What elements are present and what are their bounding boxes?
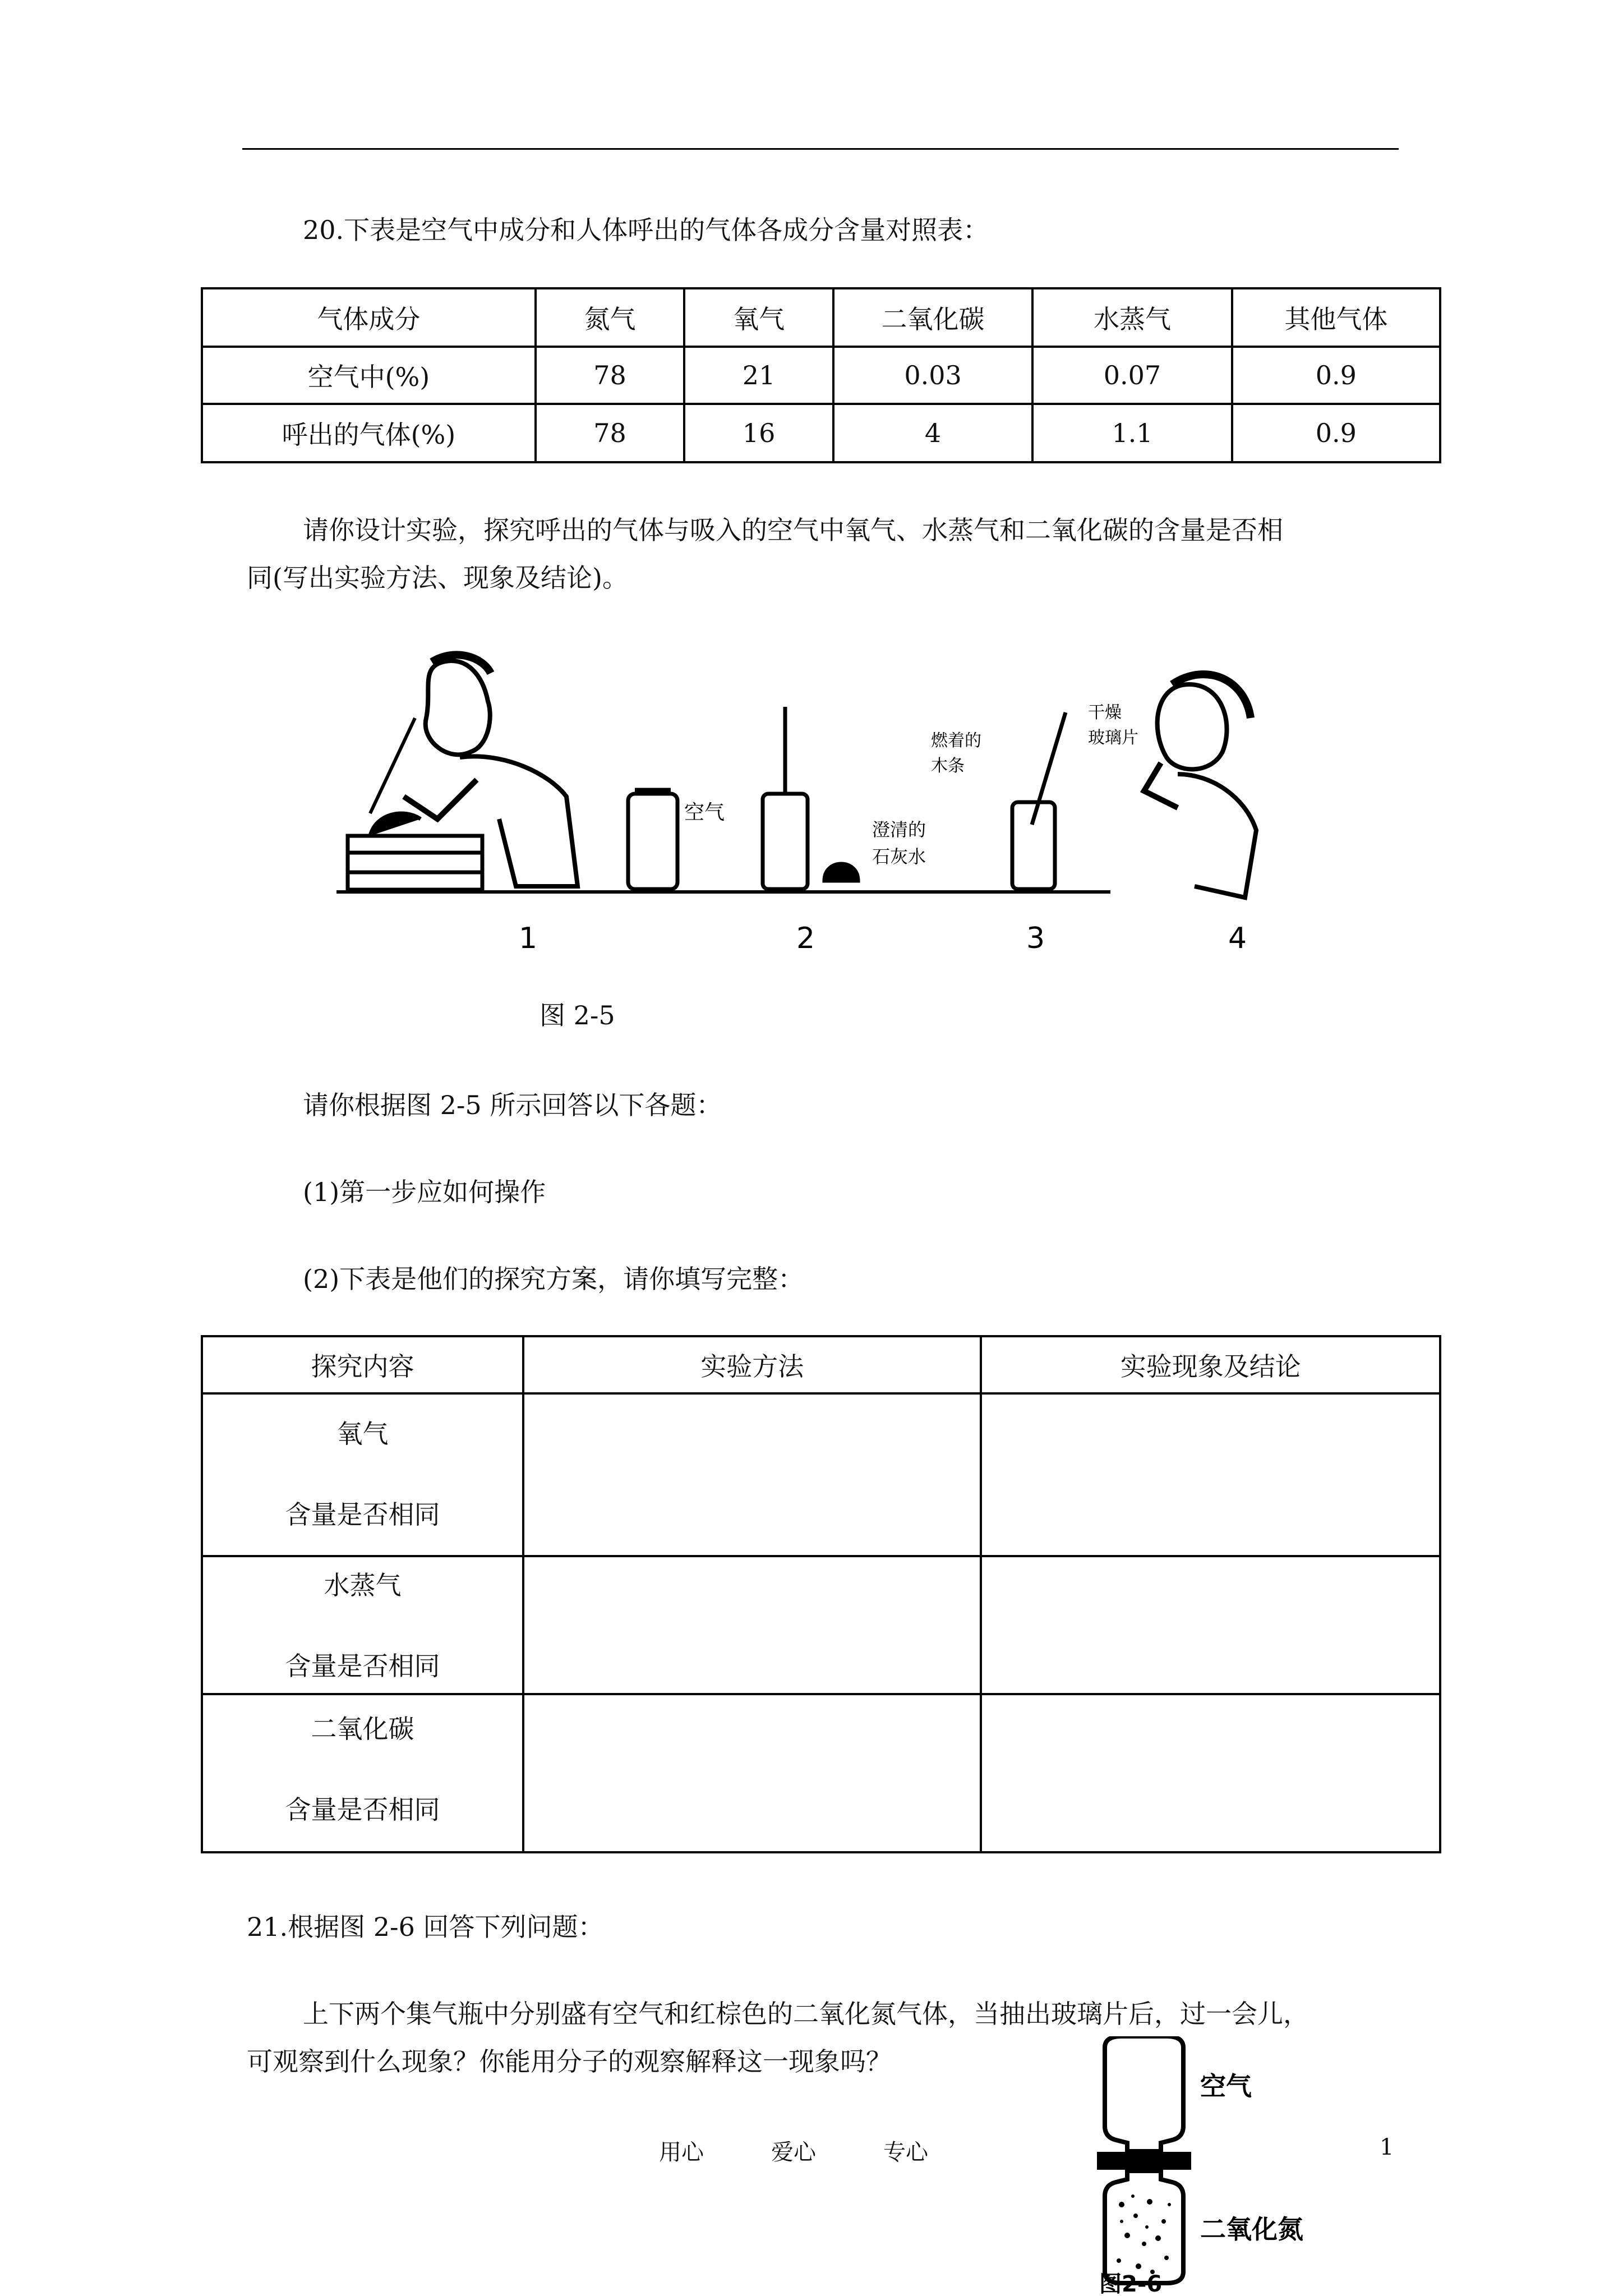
figure-label-glass-1: 干燥 [1088,703,1122,723]
plan-item-name: 水蒸气 [324,1570,402,1600]
plan-result-cell[interactable] [981,1694,1440,1852]
header-rule [242,148,1399,150]
figure-2-6-caption: 图2-6 [1099,2271,1163,2296]
table-header-cell: 水蒸气 [1032,288,1232,347]
table-cell: 1.1 [1032,404,1232,462]
gas-particles-icon [1117,2194,1171,2274]
table-cell: 呼出的气体(%) [202,404,536,462]
table-cell: 16 [684,404,833,462]
table-row [202,404,1440,462]
glass-plate-icon [1099,2154,1189,2161]
table-row [202,1393,1440,1556]
figure-label-limewater-2: 石灰水 [872,846,926,867]
figure-label-splint-1: 燃着的 [931,731,981,751]
table-header-cell: 二氧化碳 [833,288,1032,347]
step-number-3: 3 [1026,922,1045,955]
plan-item-suffix: 含量是否相同 [285,1795,440,1825]
gas-composition-table [201,287,1441,463]
plan-method-cell[interactable] [523,1556,981,1694]
table-cell: 0.9 [1232,347,1440,404]
glass-plate-icon [1099,2163,1189,2168]
q21-line1: 上下两个集气瓶中分别盛有空气和红棕色的二氧化氮气体，当抽出玻璃片后，过一会儿， [303,1999,1309,2029]
plan-method-cell[interactable] [523,1694,981,1852]
table-cell: 0.03 [833,347,1032,404]
q20-task-line1: 请你设计实验，探究呼出的气体与吸入的空气中氧气、水蒸气和二氧化碳的含量是否相 [303,515,1283,545]
table-cell: 78 [536,347,685,404]
figure-2-5 [336,651,1301,965]
table-cell: 0.07 [1032,347,1232,404]
limewater-jar-icon [763,707,926,889]
figure-label-air-top: 空气 [1200,2071,1252,2101]
figure-label-splint-2: 木条 [931,756,965,776]
footer-item: 专心 [883,2139,928,2165]
top-gas-jar-icon [1105,2036,1183,2151]
footer-item: 爱心 [771,2139,816,2165]
experiment-illustration [336,651,1301,965]
figure-label-air: 空气 [684,801,725,824]
plan-item-name: 氧气 [336,1419,389,1449]
table-cell: 4 [833,404,1032,462]
figure-label-no2-bottom: 二氧化氮 [1200,2214,1303,2244]
table-header-cell: 探究内容 [202,1336,523,1393]
plan-result-cell[interactable] [981,1393,1440,1556]
plan-item-cell [202,1556,523,1694]
table-cell: 空气中(%) [202,347,536,404]
table-cell: 78 [536,404,685,462]
figure-2-5-caption: 图 2-5 [540,1000,615,1030]
step-number-2: 2 [796,922,815,955]
plan-item-name: 二氧化碳 [311,1714,414,1744]
inquiry-plan-table [201,1335,1441,1853]
plan-item-suffix: 含量是否相同 [285,1651,440,1681]
step-number-1: 1 [519,922,538,955]
plan-item-suffix: 含量是否相同 [285,1499,440,1530]
q20-prompt: 请你根据图 2-5 所示回答以下各题： [303,1090,722,1120]
table-row [202,347,1440,404]
q20-task-line2: 同(写出实验方法、现象及结论)。 [247,563,628,593]
water-trough-icon [348,813,482,890]
table-header-cell: 氮气 [536,288,685,347]
step-number-4: 4 [1228,922,1247,955]
figure-2-6 [1088,2036,1368,2296]
table-header-cell: 氧气 [684,288,833,347]
plan-item-cell [202,1393,523,1556]
gas-diffusion-illustration [1088,2036,1368,2296]
plan-result-cell[interactable] [981,1556,1440,1694]
figure-label-glass-2: 玻璃片 [1088,728,1138,748]
plan-item-cell [202,1694,523,1852]
bottom-gas-jar-icon [1105,2171,1183,2283]
table-header-cell: 气体成分 [202,288,536,347]
q20-sub2: (2)下表是他们的探究方案，请你填写完整： [303,1264,804,1294]
plan-method-cell[interactable] [523,1393,981,1556]
page-number: 1 [1380,2134,1394,2160]
q21-line2: 可观察到什么现象？你能用分子的观察解释这一现象吗？ [247,2046,892,2077]
person-breathing-on-glass-icon [1144,674,1256,898]
table-row [202,1556,1440,1694]
footer-item: 用心 [659,2139,704,2165]
table-cell: 21 [684,347,833,404]
figure-label-limewater-1: 澄清的 [872,819,926,840]
q21-title: 21.根据图 2-6 回答下列问题： [247,1912,604,1942]
table-cell: 0.9 [1232,404,1440,462]
q20-intro: 20.下表是空气中成分和人体呼出的气体各成分含量对照表： [303,215,989,245]
gas-jar-icon [628,790,725,889]
plan-table-header-row [202,1336,1440,1393]
table-header-cell: 实验方法 [523,1336,981,1393]
gas-table-header-row [202,288,1440,347]
table-row [202,1694,1440,1852]
table-header-cell: 实验现象及结论 [981,1336,1440,1393]
burning-splint-jar-icon [931,703,1138,889]
table-header-cell: 其他气体 [1232,288,1440,347]
q20-sub1: (1)第一步应如何操作 [303,1177,546,1207]
